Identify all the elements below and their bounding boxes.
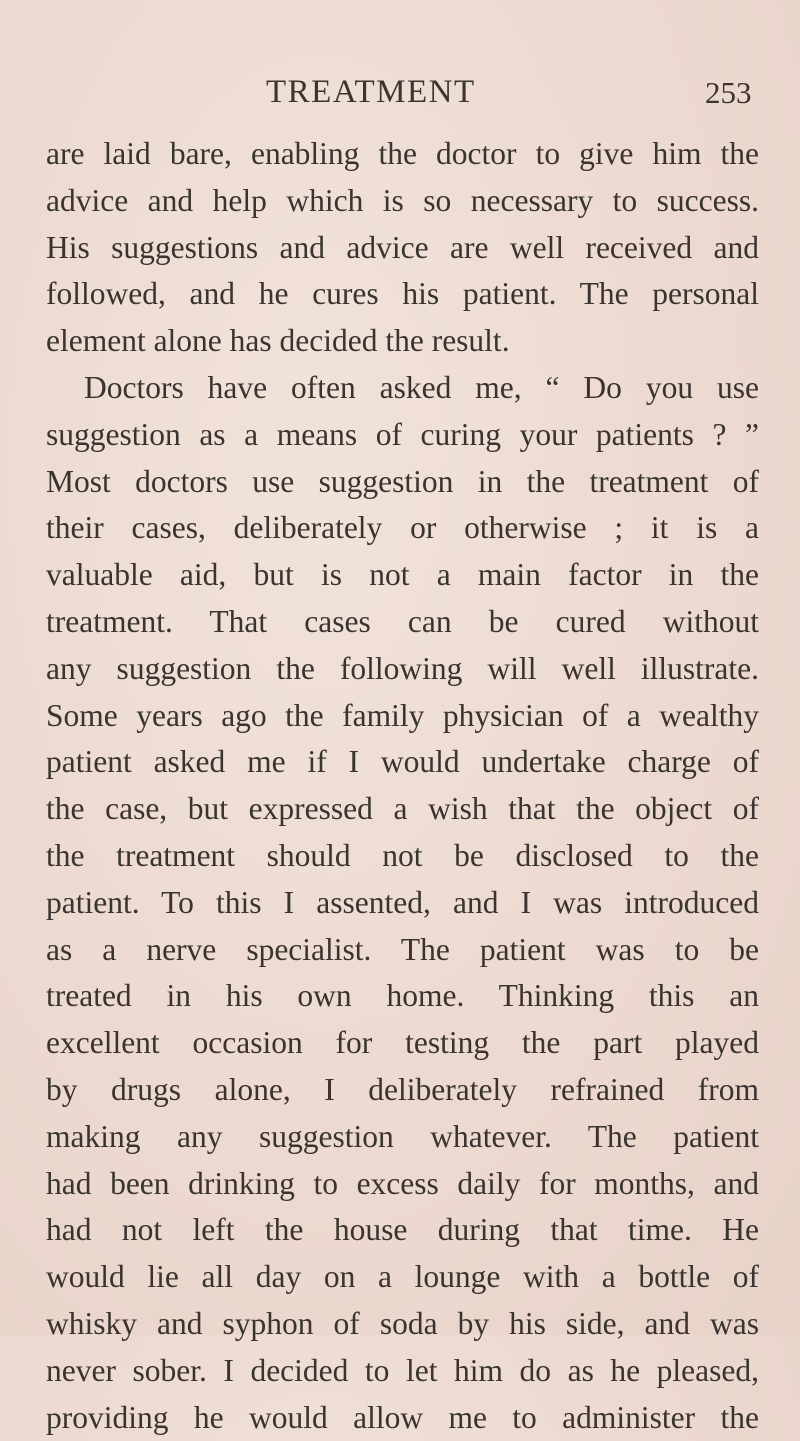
body-text bbox=[46, 131, 759, 1441]
text-line: had not left the house during that time. He bbox=[46, 1212, 759, 1248]
text-line: His suggestions and advice are well received and bbox=[46, 229, 759, 265]
text-line: treatment. That cases can be cured without bbox=[46, 603, 759, 639]
text-line: patient. To this I assented, and I was introduced bbox=[46, 884, 759, 920]
text-line: followed, and he cures his patient. The personal bbox=[46, 276, 759, 312]
text-line: the case, but expressed a wish that the object of bbox=[46, 791, 759, 827]
text-line: making any suggestion whatever. The patient bbox=[46, 1118, 759, 1154]
text-line: treated in his own home. Thinking this an bbox=[46, 978, 759, 1014]
text-line: as a nerve specialist. The patient was to be bbox=[46, 931, 759, 967]
text-line: would lie all day on a lounge with a bottle of bbox=[46, 1259, 759, 1295]
text-line: suggestion as a means of curing your patients ? ” bbox=[46, 416, 759, 452]
text-line: never sober. I decided to let him do as he pleased, bbox=[46, 1352, 759, 1388]
text-line: Doctors have often asked me, “ Do you use bbox=[84, 369, 759, 405]
text-line: Some years ago the family physician of a wealthy bbox=[46, 697, 759, 733]
text-line: by drugs alone, I deliberately refrained from bbox=[46, 1071, 759, 1107]
text-line: any suggestion the following will well illustrate. bbox=[46, 650, 759, 686]
running-title: TREATMENT bbox=[266, 74, 476, 110]
text-line: had been drinking to excess daily for months, and bbox=[46, 1165, 759, 1201]
text-line: element alone has decided the result. bbox=[46, 323, 510, 359]
text-line: the treatment should not be disclosed to the bbox=[46, 837, 759, 873]
text-line: their cases, deliberately or otherwise ; it is a bbox=[46, 510, 759, 546]
text-line: excellent occasion for testing the part played bbox=[46, 1025, 759, 1061]
text-line: advice and help which is so necessary to success. bbox=[46, 182, 759, 218]
text-line: are laid bare, enabling the doctor to give him the bbox=[46, 136, 759, 171]
text-line: providing he would allow me to administer the bbox=[46, 1399, 759, 1435]
text-line: patient asked me if I would undertake charge of bbox=[46, 744, 759, 780]
running-head bbox=[0, 74, 800, 114]
text-line: valuable aid, but is not a main factor in the bbox=[46, 557, 759, 593]
text-line: whisky and syphon of soda by his side, and was bbox=[46, 1305, 759, 1341]
page-number: 253 bbox=[705, 75, 752, 110]
text-line: Most doctors use suggestion in the treatment of bbox=[46, 463, 759, 499]
